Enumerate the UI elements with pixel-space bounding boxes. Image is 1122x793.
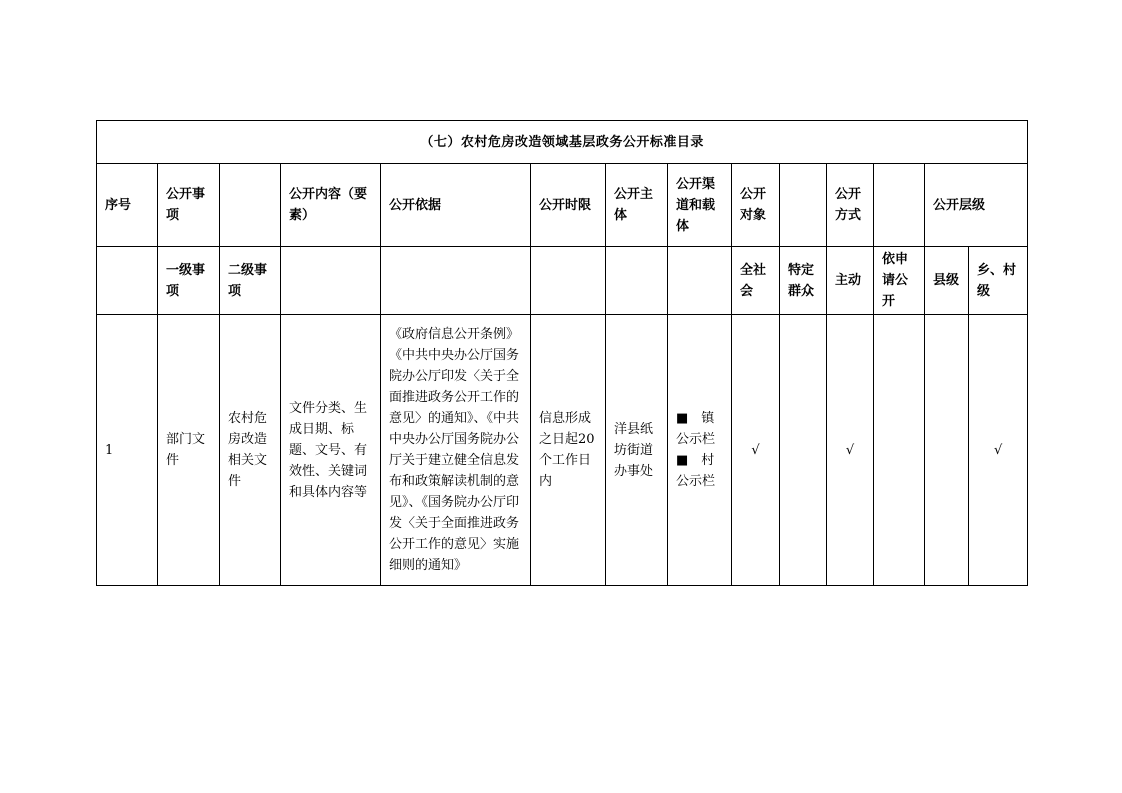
row-method-request-check xyxy=(874,315,925,586)
header-item: 公开事项 xyxy=(158,164,220,247)
row-target-public-check: √ xyxy=(732,315,780,586)
subheader-item-level2: 二级事项 xyxy=(220,247,281,315)
subheader-method-request: 依申请公开 xyxy=(874,247,925,315)
row-seq: 1 xyxy=(97,315,158,586)
row-basis: 《政府信息公开条例》《中共中央办公厅国务院办公厅印发〈关于全面推进政务公开工作的意见〉的通知》、《中共中央办公厅国务院办公厅关于建立健全信息发布和政策解读机制的意见》、《国务院办公厅印发〈关于全面推进政务公开工作的意见〉实施细则的通知》 xyxy=(381,315,531,586)
channel-town-board: ■ 镇公示栏 xyxy=(676,411,716,447)
header-content: 公开内容（要素） xyxy=(281,164,381,247)
subheader-empty-content xyxy=(281,247,381,315)
header-subject: 公开主体 xyxy=(606,164,668,247)
row-target-specific-check xyxy=(780,315,827,586)
row-time-limit: 信息形成之日起20个工作日内 xyxy=(531,315,606,586)
header-empty-2 xyxy=(780,164,827,247)
header-level: 公开层级 xyxy=(925,164,1028,247)
header-channel: 公开渠道和载体 xyxy=(668,164,732,247)
table-row xyxy=(97,315,1028,586)
header-empty-1 xyxy=(220,164,281,247)
subheader-method-active: 主动 xyxy=(827,247,874,315)
catalog-table xyxy=(96,120,1028,586)
page-title: （七）农村危房改造领域基层政务公开标准目录 xyxy=(97,121,1028,164)
header-empty-3 xyxy=(874,164,925,247)
header-basis: 公开依据 xyxy=(381,164,531,247)
row-level-town-village-check: √ xyxy=(969,315,1028,586)
subheader-row xyxy=(97,247,1028,315)
subheader-level-county: 县级 xyxy=(925,247,969,315)
header-row xyxy=(97,164,1028,247)
subheader-empty-subject xyxy=(606,247,668,315)
subheader-item-level1: 一级事项 xyxy=(158,247,220,315)
row-level-county-check xyxy=(925,315,969,586)
row-item-level1: 部门文件 xyxy=(158,315,220,586)
subheader-level-town-village: 乡、村级 xyxy=(969,247,1028,315)
row-item-level2: 农村危房改造相关文件 xyxy=(220,315,281,586)
header-target: 公开对象 xyxy=(732,164,780,247)
subheader-target-public: 全社会 xyxy=(732,247,780,315)
row-method-active-check: √ xyxy=(827,315,874,586)
row-subject: 洋县纸坊街道办事处 xyxy=(606,315,668,586)
subheader-empty-time xyxy=(531,247,606,315)
subheader-target-specific: 特定群众 xyxy=(780,247,827,315)
row-channel xyxy=(668,315,732,586)
subheader-empty-channel xyxy=(668,247,732,315)
channel-village-board: ■ 村公示栏 xyxy=(676,453,716,489)
row-content: 文件分类、生成日期、标题、文号、有效性、关键词和具体内容等 xyxy=(281,315,381,586)
header-seq: 序号 xyxy=(97,164,158,247)
header-method: 公开方式 xyxy=(827,164,874,247)
header-time-limit: 公开时限 xyxy=(531,164,606,247)
subheader-empty-basis xyxy=(381,247,531,315)
subheader-empty-seq xyxy=(97,247,158,315)
